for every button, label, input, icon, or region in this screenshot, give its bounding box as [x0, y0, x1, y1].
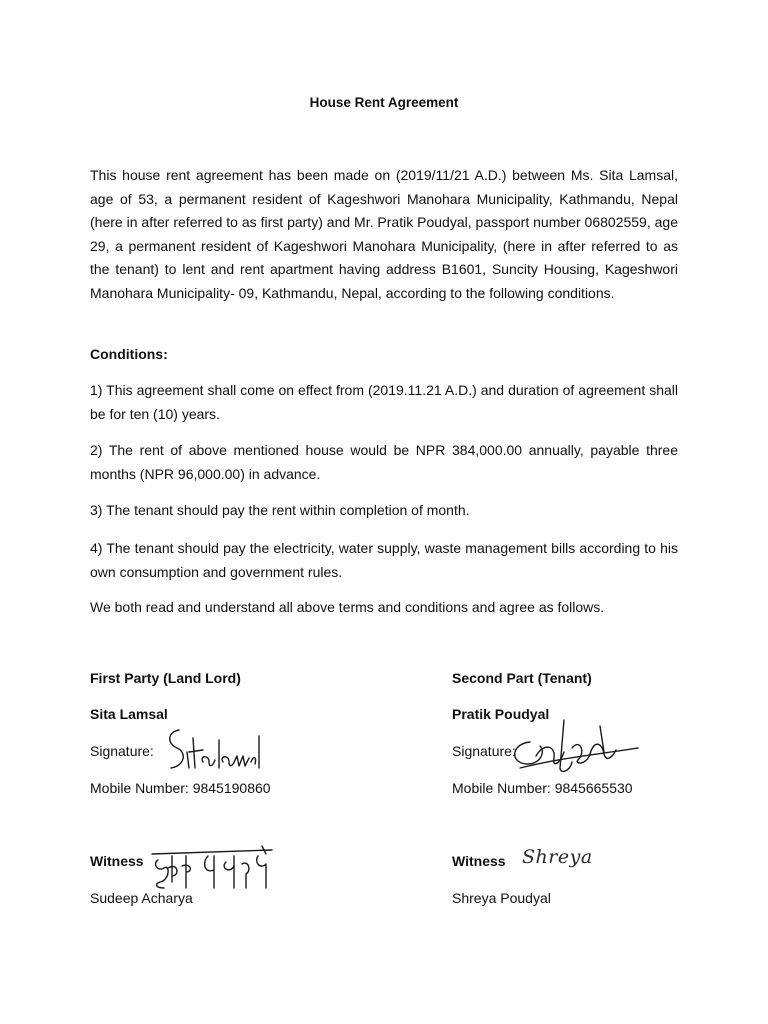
closing-statement: We both read and understand all above terms and conditions and agree as follows. [90, 599, 605, 615]
first-party-mobile: Mobile Number: 9845190860 [90, 780, 271, 796]
intro-paragraph: This house rent agreement has been made on (2019/11/21 A.D.) between Ms. Sita Lamsal, age of 53, a permanent resident of Kageshwori Manohara Municipality, Kathmandu, Nepal (here in after referred to as first party) and Mr. Pratik Poudyal, passport number 06802559, age 29, a permanent resident of Kageshwori Manohara Municipality, (here in after referred to as the tenant) to lent and rent apartment having address B1601, Suncity Housing, Kageshwori Manohara Municipality- 09, Kathmandu, Nepal, according to the following conditions. [90, 167, 678, 301]
first-party-witness-name: Sudeep Acharya [90, 890, 193, 906]
second-party-witness-name: Shreya Poudyal [452, 890, 551, 906]
second-party-heading: Second Part (Tenant) [452, 670, 592, 686]
first-party-witness-signature [150, 842, 275, 892]
condition-3: 3) The tenant should pay the rent within completion of month. [90, 502, 470, 518]
first-party-witness-label: Witness [90, 853, 144, 869]
second-party-signature [500, 712, 640, 782]
second-party-witness-label: Witness [452, 853, 506, 869]
document-title: House Rent Agreement [309, 95, 459, 110]
second-party-mobile: Mobile Number: 9845665530 [452, 780, 633, 796]
first-party-name: Sita Lamsal [90, 706, 168, 722]
condition-2: 2) The rent of above mentioned house would be NPR 384,000.00 annually, payable three months (NPR 96,000.00) in advance. [90, 442, 678, 482]
second-party-signature-label: Signature: [452, 743, 516, 759]
first-party-signature-label: Signature: [90, 743, 154, 759]
first-party-heading: First Party (Land Lord) [90, 670, 241, 686]
first-party-signature [165, 722, 265, 777]
condition-4: 4) The tenant should pay the electricity, water supply, waste management bills according to his own consumption and government rules. [90, 540, 678, 580]
condition-1: 1) This agreement shall come on effect from (2019.11.21 A.D.) and duration of agreement shall be for ten (10) years. [90, 382, 678, 422]
conditions-heading: Conditions: [90, 346, 168, 362]
second-party-witness-signature: Shreya [522, 846, 593, 868]
second-party-name: Pratik Poudyal [452, 706, 550, 722]
